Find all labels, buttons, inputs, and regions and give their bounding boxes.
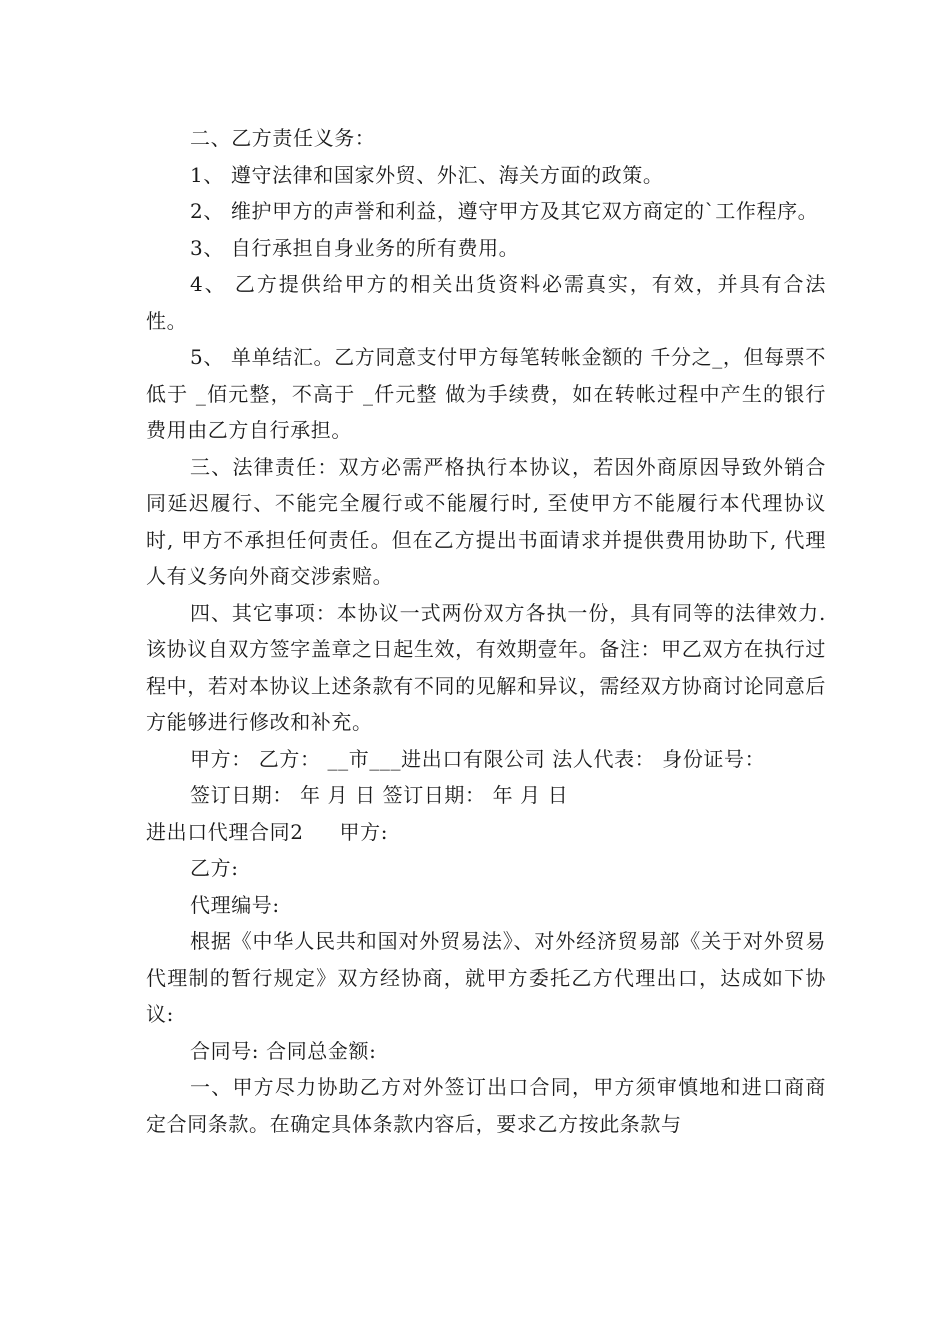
clause-4: 4、 乙方提供给甲方的相关出货资料必需真实，有效，并具有合法性。 (146, 272, 826, 333)
document-body (146, 120, 826, 1142)
contract2-preamble: 根据《中华人民共和国对外贸易法》、对外经济贸易部《关于对外贸易代理制的暂行规定》双方经协商，就甲方委托乙方代理出口，达成如下协议: (146, 929, 826, 1026)
contract2-clause-1: 一、甲方尽力协助乙方对外签订出口合同，甲方须审慎地和进口商商定合同条款。在确定具体条款内容后，要求乙方按此条款与 (146, 1075, 826, 1136)
contract2-party-a: 甲方: (339, 819, 389, 844)
section-legal-liability: 三、法律责任：双方必需严格执行本协议，若因外商原因导致外销合同延迟履行、不能完全履行或不能履行时, 至使甲方不能履行本代理协议时, 甲方不承担任何责任。但在乙方提出书面请求并提供费用协助下, 代理人有义务向外商交涉索赔。 (146, 454, 826, 588)
clause-5: 5、 单单结汇。乙方同意支付甲方每笔转帐金额的 千分之_，但每票不低于 _佰元整，不高于 _仟元整 做为手续费，如在转帐过程中产生的银行费用由乙方自行承担。 (146, 345, 826, 442)
contract2-title: 进出口代理合同2 (146, 819, 304, 844)
contract2-agency-number: 代理编号: (190, 892, 280, 917)
signature-parties-line: 甲方： 乙方： __市___进出口有限公司 法人代表： 身份证号： (190, 746, 766, 771)
clause-1: 1、 遵守法律和国家外贸、外汇、海关方面的政策。 (190, 162, 664, 187)
section-heading-party-b-duties: 二、乙方责任义务： (190, 126, 376, 150)
section-other-matters: 四、其它事项：本协议一式两份双方各执一份，具有同等的法律效力. 该协议自双方签字盖章之日起生效，有效期壹年。备注：甲乙双方在执行过程中，若对本协议上述条款有不同的见解和异议，需经双方协商讨论同意后方能够进行修改和补充。 (146, 600, 826, 734)
signing-date-line: 签订日期： 年 月 日 签订日期： 年 月 日 (190, 783, 569, 807)
clause-3: 3、 自行承担自身业务的所有费用。 (190, 235, 520, 260)
contract2-contract-number-amount: 合同号: 合同总金额: (190, 1038, 377, 1063)
contract2-party-b: 乙方: (190, 856, 239, 880)
contract2-header-line (146, 814, 826, 851)
clause-2: 2、 维护甲方的声誉和利益，遵守甲方及其它双方商定的`工作程序。 (190, 199, 819, 223)
